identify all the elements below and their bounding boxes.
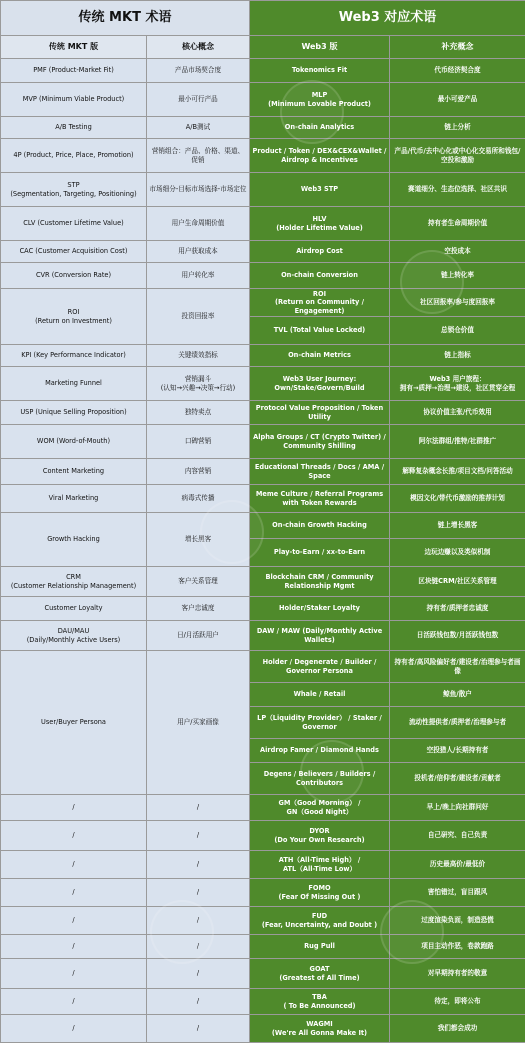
traditional-term-cell: STP (Segmentation, Targeting, Positioning) xyxy=(1,173,147,207)
table-row xyxy=(1,795,525,821)
table-row xyxy=(1,59,525,83)
core-concept-cell: 日/月活跃用户 xyxy=(147,621,250,651)
traditional-term-cell: DAU/MAU (Daily/Monthly Active Users) xyxy=(1,621,147,651)
core-concept-cell: 用户转化率 xyxy=(147,263,250,289)
core-concept-cell: 独特卖点 xyxy=(147,401,250,425)
core-concept-cell: 用户生命周期价值 xyxy=(147,207,250,241)
traditional-term-cell: Viral Marketing xyxy=(1,485,147,513)
supplement-cell: 持有者生命周期价值 xyxy=(390,207,525,241)
traditional-term-cell: Marketing Funnel xyxy=(1,367,147,401)
header-web3-term: Web3 版 xyxy=(250,36,390,59)
traditional-term-cell: ROI (Return on Investment) xyxy=(1,289,147,345)
web3-term-cell: Tokenomics Fit xyxy=(250,59,390,83)
core-concept-cell: A/B测试 xyxy=(147,117,250,139)
table-row xyxy=(1,139,525,173)
traditional-term-cell: A/B Testing xyxy=(1,117,147,139)
table-row xyxy=(1,207,525,241)
traditional-term-cell: Content Marketing xyxy=(1,459,147,485)
supplement-cell: 总锁仓价值 xyxy=(390,317,525,345)
table-row xyxy=(1,851,525,879)
supplement-cell: 持有者/质押者忠诚度 xyxy=(390,597,525,621)
title-row xyxy=(1,1,525,36)
header-row xyxy=(1,36,525,59)
web3-term-cell: Blockchain CRM / Community Relationship Mgmt xyxy=(250,567,390,597)
web3-term-cell: GM（Good Morning） / GN（Good Night） xyxy=(250,795,390,821)
traditional-term-cell: / xyxy=(1,989,147,1015)
core-concept-cell: / xyxy=(147,821,250,851)
web3-term-cell: MLP (Minimum Lovable Product) xyxy=(250,83,390,117)
core-concept-cell: 内容营销 xyxy=(147,459,250,485)
table-row xyxy=(1,241,525,263)
core-concept-cell: / xyxy=(147,907,250,935)
core-concept-cell: 客户忠诚度 xyxy=(147,597,250,621)
supplement-cell: 链上增长黑客 xyxy=(390,513,525,539)
traditional-term-cell: KPI (Key Performance Indicator) xyxy=(1,345,147,367)
supplement-cell: 区块链CRM/社区关系管理 xyxy=(390,567,525,597)
traditional-term-cell: / xyxy=(1,851,147,879)
traditional-term-cell: CAC (Customer Acquisition Cost) xyxy=(1,241,147,263)
web3-term-cell: GOAT (Greatest of All Time) xyxy=(250,959,390,989)
traditional-term-cell: CVR (Conversion Rate) xyxy=(1,263,147,289)
supplement-cell: 早上/晚上向社群问好 xyxy=(390,795,525,821)
web3-term-cell: Whale / Retail xyxy=(250,683,390,707)
traditional-term-cell: / xyxy=(1,959,147,989)
web3-term-cell: WAGMI (We're All Gonna Make It) xyxy=(250,1015,390,1043)
web3-term-cell: On-chain Conversion xyxy=(250,263,390,289)
core-concept-cell: / xyxy=(147,1015,250,1043)
web3-term-cell: Product / Token / DEX&CEX&Wallet / Airdrop & Incentives xyxy=(250,139,390,173)
web3-term-cell: DYOR (Do Your Own Research) xyxy=(250,821,390,851)
supplement-cell: 日活跃钱包数/月活跃钱包数 xyxy=(390,621,525,651)
web3-term-cell: On-chain Growth Hacking xyxy=(250,513,390,539)
supplement-cell: 持有者/高风险偏好者/建设者/治理参与者画像 xyxy=(390,651,525,683)
supplement-cell: 链上指标 xyxy=(390,345,525,367)
supplement-cell: 模因文化/带代币激励的推荐计划 xyxy=(390,485,525,513)
supplement-cell: 链上分析 xyxy=(390,117,525,139)
core-concept-cell: / xyxy=(147,959,250,989)
supplement-cell: 协议价值主张/代币效用 xyxy=(390,401,525,425)
web3-term-cell: Degens / Believers / Builders / Contributors xyxy=(250,763,390,795)
core-concept-cell: 关键绩效指标 xyxy=(147,345,250,367)
table-row xyxy=(1,907,525,935)
table-row xyxy=(1,367,525,401)
web3-term-cell: DAW / MAW (Daily/Monthly Active Wallets) xyxy=(250,621,390,651)
supplement-cell: 代币经济契合度 xyxy=(390,59,525,83)
supplement-cell: 产品/代币/去中心化或中心化交易所和钱包/空投和激励 xyxy=(390,139,525,173)
traditional-term-cell: CRM (Customer Relationship Management) xyxy=(1,567,147,597)
supplement-cell: 最小可爱产品 xyxy=(390,83,525,117)
core-concept-cell: 口碑营销 xyxy=(147,425,250,459)
table-row xyxy=(1,989,525,1015)
supplement-cell: 社区回报率/参与度回报率 xyxy=(390,289,525,317)
table-row xyxy=(1,117,525,139)
web3-term-cell: LP（Liquidity Provider） / Staker / Governor xyxy=(250,707,390,739)
supplement-cell: 边玩边赚以及类似机制 xyxy=(390,539,525,567)
core-concept-cell: 用户获取成本 xyxy=(147,241,250,263)
web3-term-cell: Airdrop Cost xyxy=(250,241,390,263)
title-traditional: 传统 MKT 术语 xyxy=(1,1,250,36)
supplement-cell: 过度渲染负面，制造恐慌 xyxy=(390,907,525,935)
core-concept-cell: 用户/买家画像 xyxy=(147,651,250,795)
supplement-cell: 历史最高价/最低价 xyxy=(390,851,525,879)
supplement-cell: 自己研究、自己负责 xyxy=(390,821,525,851)
table-row xyxy=(1,425,525,459)
supplement-cell: 害怕错过，盲目跟风 xyxy=(390,879,525,907)
web3-term-cell: Holder / Degenerate / Builder / Governor Persona xyxy=(250,651,390,683)
web3-term-cell: Web3 User Journey: Own/Stake/Govern/Build xyxy=(250,367,390,401)
web3-term-cell: ROI (Return on Community / Engagement) xyxy=(250,289,390,317)
web3-term-cell: TVL (Total Value Locked) xyxy=(250,317,390,345)
supplement-cell: 解释复杂概念长推/项目文档/问答活动 xyxy=(390,459,525,485)
table-row xyxy=(1,263,525,289)
core-concept-cell: / xyxy=(147,935,250,959)
web3-term-cell: FUD (Fear, Uncertainty, and Doubt ) xyxy=(250,907,390,935)
core-concept-cell: / xyxy=(147,851,250,879)
core-concept-cell: / xyxy=(147,795,250,821)
supplement-cell: 项目主动作恶，卷款跑路 xyxy=(390,935,525,959)
web3-term-cell: Holder/Staker Loyalty xyxy=(250,597,390,621)
web3-term-cell: Protocol Value Proposition / Token Utility xyxy=(250,401,390,425)
traditional-term-cell: / xyxy=(1,795,147,821)
supplement-cell: Web3 用户旅程： 拥有→质押→治理→建设，社区贯穿全程 xyxy=(390,367,525,401)
web3-term-cell: Rug Pull xyxy=(250,935,390,959)
core-concept-cell: 营销漏斗 (认知→兴趣→决策→行动) xyxy=(147,367,250,401)
traditional-term-cell: / xyxy=(1,821,147,851)
table-body xyxy=(1,59,525,1043)
traditional-term-cell: / xyxy=(1,907,147,935)
supplement-cell: 待定，即将公布 xyxy=(390,989,525,1015)
core-concept-cell: 客户关系管理 xyxy=(147,567,250,597)
title-web3: Web3 对应术语 xyxy=(250,1,525,36)
traditional-term-cell: User/Buyer Persona xyxy=(1,651,147,795)
core-concept-cell: 最小可行产品 xyxy=(147,83,250,117)
table-row xyxy=(1,935,525,959)
traditional-term-cell: / xyxy=(1,1015,147,1043)
table-row xyxy=(1,651,525,683)
web3-term-cell: HLV (Holder Lifetime Value) xyxy=(250,207,390,241)
supplement-cell: 赛道细分、生态位选择、社区共识 xyxy=(390,173,525,207)
core-concept-cell: 市场细分-目标市场选择-市场定位 xyxy=(147,173,250,207)
supplement-cell: 链上转化率 xyxy=(390,263,525,289)
header-core-concept: 核心概念 xyxy=(147,36,250,59)
table-row xyxy=(1,485,525,513)
table-row xyxy=(1,821,525,851)
table-row xyxy=(1,401,525,425)
table-row xyxy=(1,879,525,907)
table-row xyxy=(1,1015,525,1043)
core-concept-cell: 营销组合：产品、价格、渠道、促销 xyxy=(147,139,250,173)
core-concept-cell: 投资回报率 xyxy=(147,289,250,345)
table-row xyxy=(1,459,525,485)
traditional-term-cell: Customer Loyalty xyxy=(1,597,147,621)
traditional-term-cell: WOM (Word-of-Mouth) xyxy=(1,425,147,459)
table-row xyxy=(1,597,525,621)
supplement-cell: 鲸鱼/散户 xyxy=(390,683,525,707)
table-row xyxy=(1,83,525,117)
traditional-term-cell: USP (Unique Selling Proposition) xyxy=(1,401,147,425)
table-row xyxy=(1,621,525,651)
core-concept-cell: 产品市场契合度 xyxy=(147,59,250,83)
traditional-term-cell: Growth Hacking xyxy=(1,513,147,567)
traditional-term-cell: / xyxy=(1,935,147,959)
core-concept-cell: / xyxy=(147,989,250,1015)
web3-term-cell: On-chain Analytics xyxy=(250,117,390,139)
core-concept-cell: / xyxy=(147,879,250,907)
core-concept-cell: 增长黑客 xyxy=(147,513,250,567)
web3-term-cell: TBA ( To Be Announced) xyxy=(250,989,390,1015)
web3-term-cell: Play-to-Earn / xx-to-Earn xyxy=(250,539,390,567)
table-row xyxy=(1,345,525,367)
web3-term-cell: ATH（All-Time High） / ATL（All-Time Low） xyxy=(250,851,390,879)
web3-term-cell: Educational Threads / Docs / AMA / Space xyxy=(250,459,390,485)
supplement-cell: 对早期持有者的敬意 xyxy=(390,959,525,989)
web3-term-cell: Meme Culture / Referral Programs with Token Rewards xyxy=(250,485,390,513)
web3-term-cell: Web3 STP xyxy=(250,173,390,207)
header-supplement: 补充概念 xyxy=(390,36,525,59)
traditional-term-cell: 4P (Product, Price, Place, Promotion) xyxy=(1,139,147,173)
table-row xyxy=(1,959,525,989)
supplement-cell: 我们都会成功 xyxy=(390,1015,525,1043)
web3-term-cell: FOMO (Fear Of Missing Out ) xyxy=(250,879,390,907)
traditional-term-cell: MVP (Minimum Viable Product) xyxy=(1,83,147,117)
web3-term-cell: Airdrop Famer / Diamond Hands xyxy=(250,739,390,763)
supplement-cell: 空投成本 xyxy=(390,241,525,263)
table-row xyxy=(1,513,525,539)
table-row xyxy=(1,173,525,207)
traditional-term-cell: / xyxy=(1,879,147,907)
supplement-cell: 阿尔法群组/推特/社群推广 xyxy=(390,425,525,459)
table-row xyxy=(1,567,525,597)
traditional-term-cell: CLV (Customer Lifetime Value) xyxy=(1,207,147,241)
table-row xyxy=(1,289,525,317)
supplement-cell: 流动性提供者/质押者/治理参与者 xyxy=(390,707,525,739)
web3-term-cell: Alpha Groups / CT (Crypto Twitter) / Community Shilling xyxy=(250,425,390,459)
header-traditional-term: 传统 MKT 版 xyxy=(1,36,147,59)
core-concept-cell: 病毒式传播 xyxy=(147,485,250,513)
supplement-cell: 空投猎人/长期持有者 xyxy=(390,739,525,763)
traditional-term-cell: PMF (Product-Market Fit) xyxy=(1,59,147,83)
supplement-cell: 投机者/信仰者/建设者/贡献者 xyxy=(390,763,525,795)
web3-term-cell: On-chain Metrics xyxy=(250,345,390,367)
